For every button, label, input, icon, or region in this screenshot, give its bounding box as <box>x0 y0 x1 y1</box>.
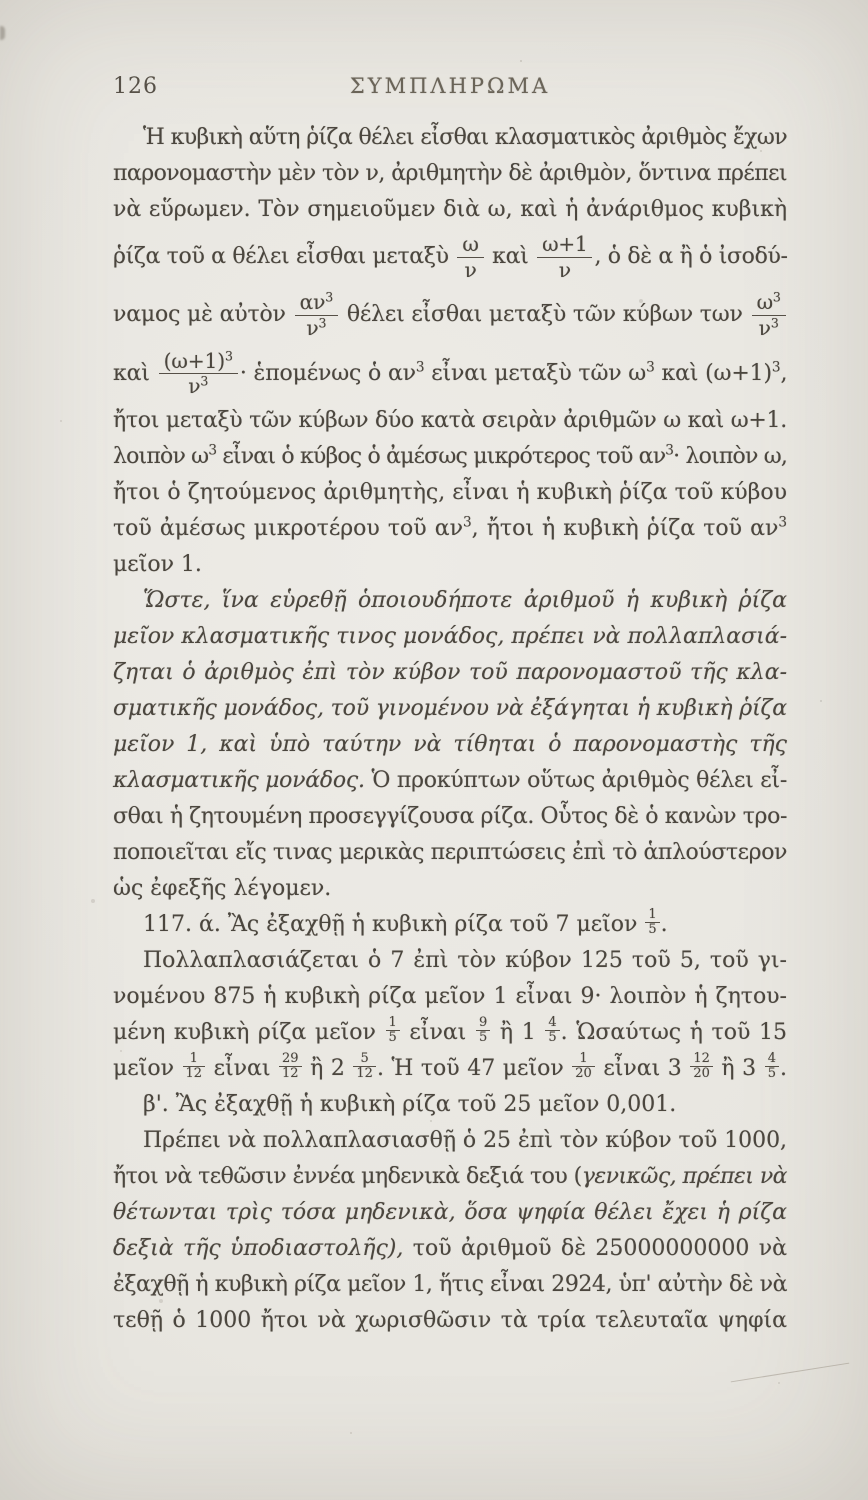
fraction-denominator: 20 <box>572 1066 595 1081</box>
fraction <box>159 347 238 399</box>
fraction-denominator: 5 <box>645 922 659 937</box>
fraction <box>457 233 483 281</box>
line-content: καὶ $\frac{(\omega+1)^3}{\nu^3}$ · ἑπομένως ὁ $\alpha\nu^3$ εἶναι μεταξὺ τῶν $\omega^3$ καὶ $(\omega+1)^3$, <box>113 347 788 399</box>
paper-scratch <box>731 1363 850 1383</box>
small-fraction <box>353 1052 376 1082</box>
superscript: 3 <box>778 514 787 531</box>
text-line <box>113 120 787 156</box>
fraction-denominator: 12 <box>183 1066 206 1081</box>
text-line <box>113 619 787 655</box>
italic-text: σματικῆς μονάδος, τοῦ γινομένου νὰ ἐξάγηται ἡ κυβικὴ ῥίζα <box>113 695 787 721</box>
text-line <box>113 655 787 691</box>
small-fraction <box>690 1052 713 1082</box>
line-content: κλασματικῆς μονάδος. Ὁ προκύπτων οὕτως ἀριθμὸς θέλει εἶ- <box>113 767 787 793</box>
fraction-denominator: 5 <box>765 1066 779 1081</box>
fraction-denominator: 5 <box>476 1030 490 1045</box>
superscript: 3 <box>646 359 655 376</box>
paper-speckles <box>0 0 2 2</box>
text-line <box>113 475 787 511</box>
italic-text: κλασματικῆς μονάδος. <box>113 767 365 793</box>
italic-text: θέτωνται τρὶς τόσα μηδενικὰ, ὅσα ψηφία θέλει ἔχει ἡ ρίζα <box>113 1199 787 1225</box>
fraction-numerator: 29 <box>282 1051 299 1067</box>
line-content: Πρέπει νὰ πολλαπλασιασθῇ ὁ 25 ἐπὶ τὸν κύβον τοῦ 1000, <box>143 1127 787 1153</box>
line-content <box>113 660 787 685</box>
fraction-numerator: 12 <box>693 1051 710 1067</box>
text-block <box>113 120 787 1339</box>
text-line <box>113 547 787 583</box>
line-content: ποποιεῖται εἴς τινας μερικὰς περιπτώσεις ἐπὶ τὸ ἁπλούστερον <box>113 839 787 865</box>
fraction-numerator: 5 <box>360 1051 369 1067</box>
small-fraction <box>572 1052 595 1082</box>
text-line <box>113 763 787 799</box>
text-line <box>113 1123 787 1159</box>
fraction-denominator: 12 <box>353 1066 376 1081</box>
fraction-denominator: $\nu^3$ <box>295 315 338 340</box>
superscript: 3 <box>462 514 472 531</box>
line-content: ἤτοι ὁ ζητούμενος ἀριθμητὴς, εἶναι ἡ κυβικὴ ῥίζα τοῦ κύβου <box>113 479 787 505</box>
text-line <box>113 1303 787 1339</box>
small-fraction <box>476 1016 490 1046</box>
line-content: ἤτοι νὰ τεθῶσιν ἐννέα μηδενικὰ δεξιά του (γενικῶς, πρέπει νὰ <box>113 1163 787 1189</box>
text-line <box>113 1195 787 1231</box>
fraction-numerator: $\alpha\nu^3$ <box>299 289 334 315</box>
fraction-denominator: ν <box>457 257 483 282</box>
text-line <box>113 403 787 439</box>
italic-text: μεῖον κλασματικῆς τινος μονάδος, πρέπει νὰ πολλαπλασιά- <box>113 623 787 649</box>
line-content: τοῦ ἀμέσως μικροτέρου τοῦ $\alpha\nu^3$, ἤτοι ἡ κυβικὴ ῥίζα τοῦ $\alpha\nu^3$ <box>113 514 787 541</box>
italic-text: Ὥστε, ἵνα εὑρεθῇ ὁποιουδήποτε ἀριθμοῦ ἡ κυβικὴ ῥίζα <box>143 587 787 613</box>
running-title: ΣΥΜΠΛΗΡΩΜΑ <box>349 74 551 98</box>
superscript: 3 <box>771 359 781 376</box>
line-content: Πολλαπλασιάζεται ὁ 7 ἐπὶ τὸν κύβον 125 τοῦ 5, τοῦ γι- <box>143 947 787 973</box>
text-line <box>113 1015 787 1051</box>
fraction-numerator: ω+1 <box>542 232 588 256</box>
small-fraction <box>386 1016 400 1046</box>
superscript: 3 <box>770 315 779 331</box>
fraction-numerator: 1 <box>648 907 657 923</box>
text-line <box>113 799 787 835</box>
superscript: 3 <box>325 289 334 305</box>
text-line <box>113 1051 787 1087</box>
line-content: δεξιὰ τῆς ὑποδιαστολῆς), τοῦ ἀριθμοῦ δὲ 25000000000 νὰ <box>113 1235 787 1261</box>
text-line <box>113 1231 787 1267</box>
fraction-numerator: $\omega^3$ <box>756 289 781 315</box>
superscript: 3 <box>772 289 781 305</box>
line-content: νὰ εὕρωμεν. Τὸν σημειοῦμεν διὰ ω, καὶ ἡ ἀνάριθμος κυβικὴ <box>113 197 787 222</box>
italic-text: γενικῶς, πρέπει νὰ <box>581 1163 787 1189</box>
fraction-numerator: 4 <box>548 1015 557 1031</box>
fraction-denominator: ν <box>537 257 592 282</box>
line-content: ἐξαχθῇ ἡ κυβικὴ ρίζα μεῖον 1, ἥτις εἶναι 2924, ὑπ' αὐτὴν δὲ νὰ <box>113 1271 787 1297</box>
text-line <box>113 156 787 192</box>
line-content <box>113 624 787 649</box>
fraction-numerator: 4 <box>767 1051 776 1067</box>
superscript: 3 <box>415 359 425 376</box>
line-content: νομένου 875 ἡ κυβικὴ ρίζα μεῖον 1 εἶναι 9· λοιπὸν ἡ ζητου- <box>113 983 787 1009</box>
italic-text: δεξιὰ τῆς ὑποδιαστολῆς), <box>113 1235 404 1261</box>
text-line <box>113 583 787 619</box>
superscript: 3 <box>665 442 674 459</box>
line-content: παρονομαστὴν μὲν τὸν ν, ἀριθμητὴν δὲ ἀριθμὸν, ὅντινα πρέπει <box>113 161 787 186</box>
line-content: μεῖον $\frac{1}{12}$ εἶναι $\frac{29}{12}$ ἢ 2 $\frac{5}{12}$ . Ἡ τοῦ 47 μεῖον $\frac{1}{20}$ εἶναι 3 $\frac{12}{20}$ ἢ 3 $\frac{4}{5}$ . <box>113 1051 787 1082</box>
line-content <box>143 588 787 613</box>
superscript: 3 <box>318 315 327 331</box>
text-line <box>113 228 787 286</box>
fraction <box>537 233 592 281</box>
small-fraction <box>765 1052 779 1082</box>
fraction-numerator: $(\omega+1)^3$ <box>163 347 233 373</box>
text-line <box>113 192 787 228</box>
text-line <box>113 727 787 763</box>
fraction-denominator: 5 <box>386 1030 400 1045</box>
line-content: ἤτοι μεταξὺ τῶν κύβων δύο κατὰ σειρὰν ἀριθμῶν ω καὶ ω+1. <box>113 407 787 433</box>
small-fraction <box>279 1052 302 1082</box>
fraction-numerator: 1 <box>579 1051 588 1067</box>
line-content: ναμος μὲ αὐτὸν $\frac{\alpha\nu^3}{\nu^3}$ θέλει εἶσθαι μεταξὺ τῶν κύβων των $\frac{\omega^3}{\nu^3}$ <box>113 302 788 327</box>
line-content: β'. Ἂς ἐξαχθῇ ἡ κυβικὴ ρίζα τοῦ 25 μεῖον 0,001. <box>143 1091 677 1117</box>
italic-text: ζηται ὁ ἀριθμὸς ἐπὶ τὸν κύβον τοῦ παρονομαστοῦ τῆς κλα- <box>113 659 787 685</box>
fraction-denominator: $\nu^3$ <box>752 315 786 340</box>
italic-text: μεῖον 1, καὶ ὑπὸ ταύτην νὰ τίθηται ὁ παρονομαστὴς τῆς <box>113 731 787 757</box>
fraction-denominator: $\nu^3$ <box>159 373 238 398</box>
page-header-row <box>113 74 787 104</box>
text-line <box>113 691 787 727</box>
line-content: σθαι ἡ ζητουμένη προσεγγίζουσα ρίζα. Οὗτος δὲ ὁ κανὼν τρο- <box>113 803 787 829</box>
superscript: 3 <box>200 373 209 389</box>
fraction <box>752 291 786 339</box>
fraction-denominator: 5 <box>545 1030 559 1045</box>
text-line <box>113 1159 787 1195</box>
text-line <box>113 439 787 475</box>
superscript: 3 <box>225 347 233 363</box>
fraction-numerator: 1 <box>189 1051 198 1067</box>
small-fraction <box>645 908 659 938</box>
superscript: 3 <box>208 442 217 459</box>
small-fraction <box>183 1052 206 1082</box>
line-content: ὡς ἐφεξῆς λέγομεν. <box>113 875 332 901</box>
text-line <box>113 1267 787 1303</box>
fraction <box>295 291 338 339</box>
line-content: Ἡ κυβικὴ αὕτη ῥίζα θέλει εἶσθαι κλασματικὸς ἀριθμὸς ἔχων <box>143 125 787 150</box>
line-content: ῥίζα τοῦ α θέλει εἶσθαι μεταξὺ $\frac{\omega}{\nu}$ καὶ $\frac{\omega+1}{\nu}$ , ὁ δὲ α ἢ ὁ ἰσοδύ- <box>113 232 788 282</box>
fraction-denominator: 12 <box>279 1066 302 1081</box>
text-line <box>113 835 787 871</box>
page-edge-mark <box>0 26 5 40</box>
line-content <box>113 732 787 757</box>
page-number: 126 <box>113 74 158 99</box>
line-content: λοιπὸν $\omega^3$ εἶναι ὁ κύβος ὁ ἀμέσως μικρότερος τοῦ $\alpha\nu^3\cdot$ λοιπὸν ω, <box>113 442 788 469</box>
fraction-numerator: 9 <box>478 1015 488 1031</box>
text-line <box>113 871 787 907</box>
line-content: μένη κυβικὴ ρίζα μεῖον $\frac{1}{5}$ εἶναι $\frac{9}{5}$ ἢ 1 $\frac{4}{5}$ . Ὡσαύτως ἡ τοῦ 15 <box>113 1015 787 1046</box>
line-content: μεῖον 1. <box>113 551 202 577</box>
line-content <box>113 696 787 721</box>
text-line <box>113 943 787 979</box>
fraction-numerator: 1 <box>388 1015 397 1031</box>
text-line <box>113 286 787 344</box>
fraction-denominator: 20 <box>690 1066 713 1081</box>
line-content <box>113 1200 787 1225</box>
line-content: τεθῇ ὁ 1000 ἤτοι νὰ χωρισθῶσιν τὰ τρία τελευταῖα ψηφία <box>113 1307 787 1333</box>
line-content: 117. ά. Ἂς ἐξαχθῇ ἡ κυβικὴ ρίζα τοῦ 7 μεῖον $\frac{1}{5}$ . <box>143 907 668 938</box>
text-line <box>113 907 787 943</box>
text-line <box>113 511 787 547</box>
fraction-numerator: ω <box>462 232 479 256</box>
text-line <box>113 979 787 1015</box>
text-line <box>113 1087 787 1123</box>
text-line <box>113 345 787 403</box>
small-fraction <box>545 1016 559 1046</box>
